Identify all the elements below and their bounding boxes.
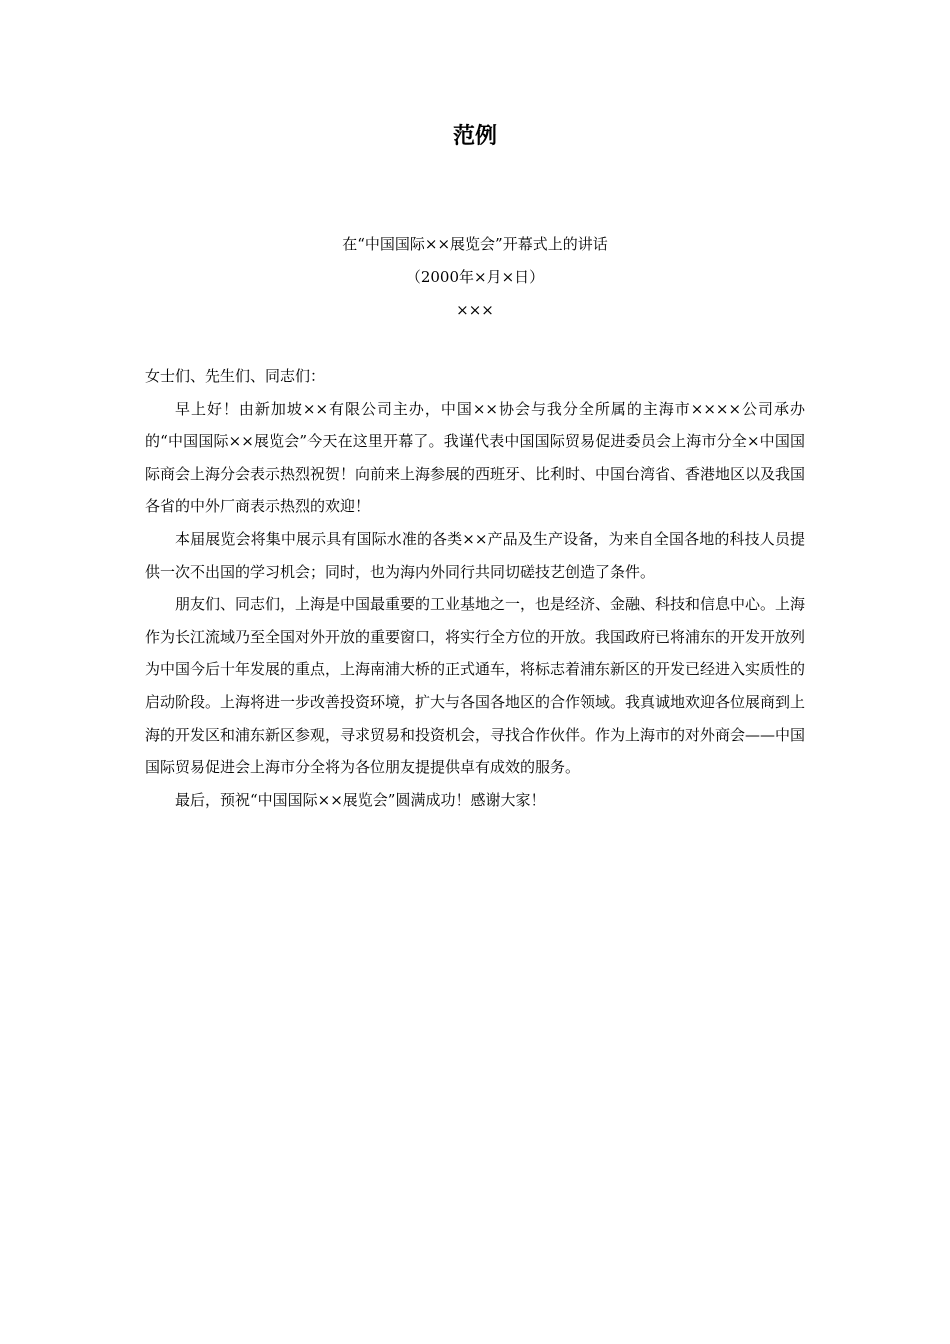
- speech-date: （2000年×月×日）: [405, 268, 545, 286]
- speech-header: [0, 228, 950, 327]
- paragraph-exhibition: 本届展览会将集中展示具有国际水准的各类××产品及生产设备，为来自全国各地的科技人员提供一次不出国的学习机会；同时，也为海内外同行共同切磋技艺创造了条件。: [145, 529, 805, 581]
- speech-body: [145, 360, 805, 816]
- speaker-name: ×××: [456, 301, 494, 319]
- salutation: 女士们、先生们、同志们：: [145, 367, 326, 385]
- paragraph-greeting: 早上好！由新加坡××有限公司主办，中国××协会与我分全所属的主海市××××公司承办的“中国国际××展览会”今天在这里开幕了。我谨代表中国国际贸易促进委员会上海市分全×中国国际商会上海分会表示热烈祝贺！向前来上海参展的西班牙、比利时、中国台湾省、香港地区以及我国各省的中外厂商表示热烈的欢迎！: [145, 399, 806, 516]
- speech-title: 在“中国国际××展览会”开幕式上的讲话: [342, 235, 608, 253]
- document-title: 范例: [452, 124, 497, 149]
- paragraph-closing: 最后，预祝“中国国际××展览会”圆满成功！感谢大家！: [175, 790, 546, 809]
- paragraph-shanghai: 朋友们、同志们，上海是中国最重要的工业基地之一，也是经济、金融、科技和信息中心。上海作为长江流域乃至全国对外开放的重要窗口，将实行全方位的开放。我国政府已将浦东的开发开放列为中国今后十年发展的重点，上海南浦大桥的正式通车，将标志着浦东新区的开发已经进入实质性的启动阶段。上海将进一步改善投资环境，扩大与各国各地区的合作领域。我真诚地欢迎各位展商到上海的开发区和浦东新区参观，寻求贸易和投资机会，寻找合作伙伴。作为上海市的对外商会——中国国际贸易促进会上海市分全将为各位朋友提提供卓有成效的服务。: [145, 595, 806, 777]
